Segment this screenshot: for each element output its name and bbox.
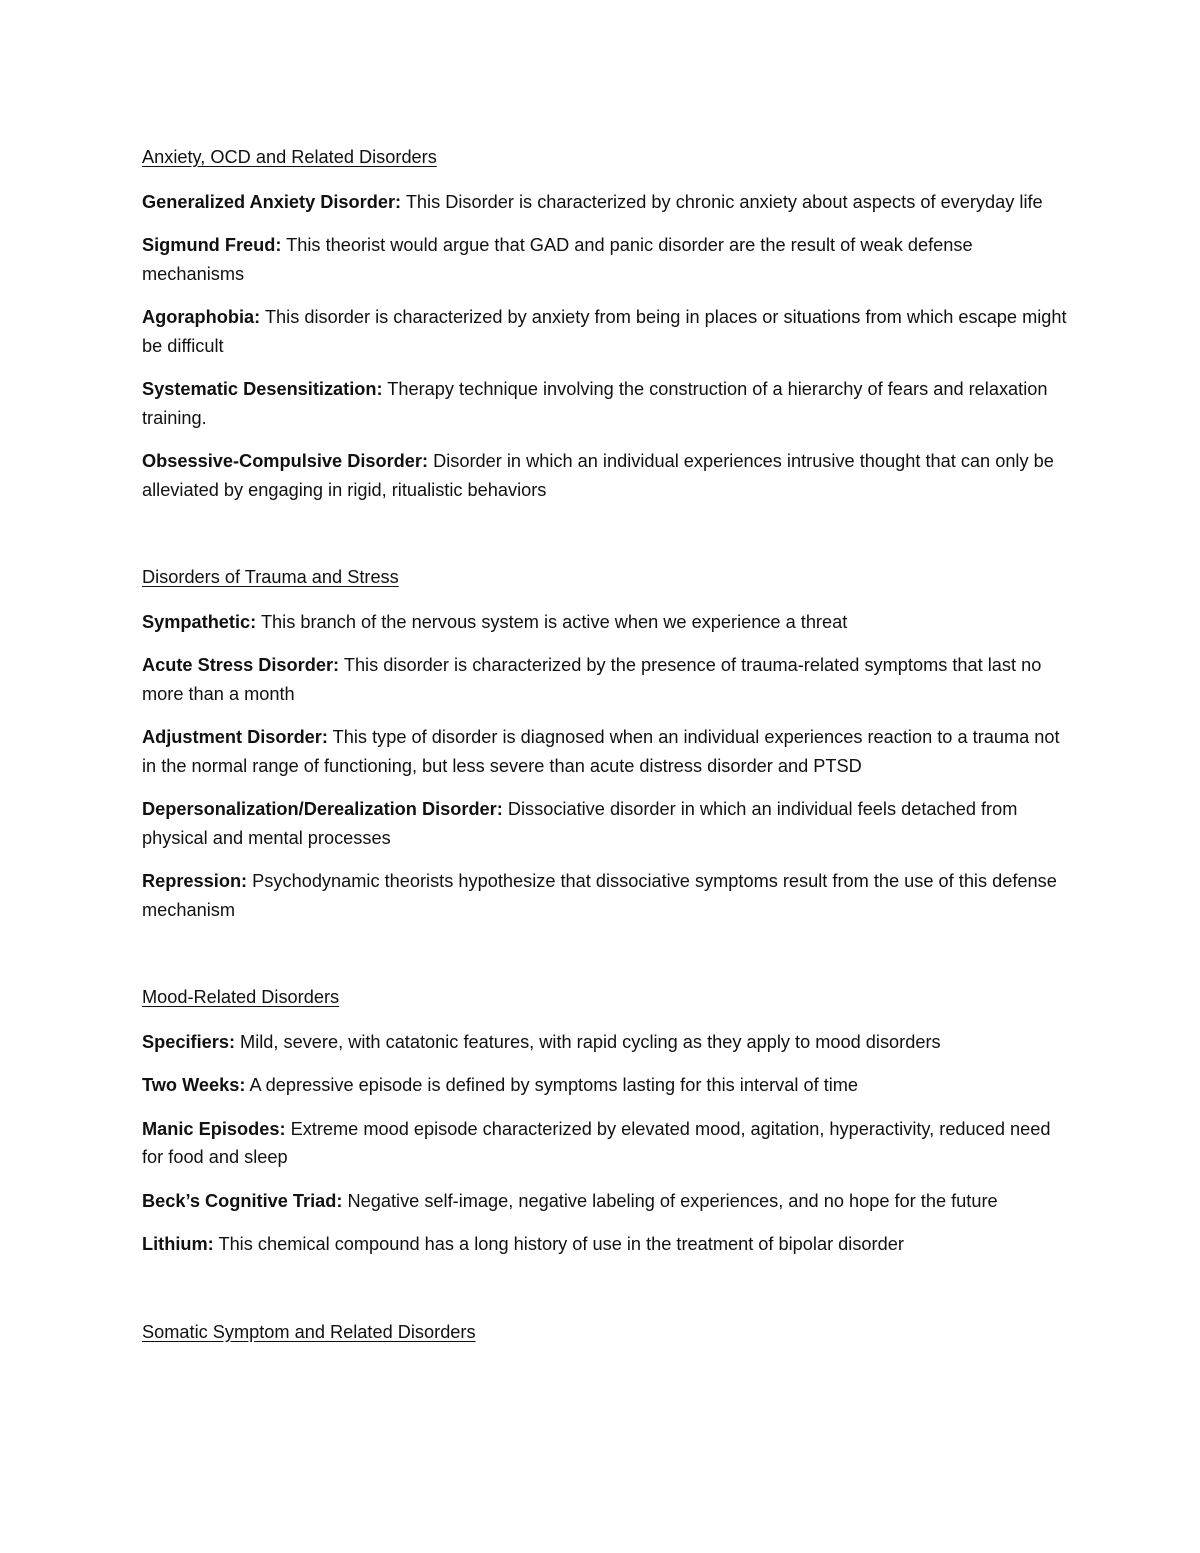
glossary-entry (142, 723, 1067, 780)
glossary-entry (142, 447, 1067, 504)
entry-definition: Mild, severe, with catatonic features, with rapid cycling as they apply to mood disorders (235, 1031, 941, 1052)
glossary-entry (142, 795, 1067, 852)
entry-definition: Psychodynamic theorists hypothesize that dissociative symptoms result from the use of this defense mechanism (142, 871, 1057, 920)
entry-term: Specifiers: (142, 1031, 235, 1052)
section-trauma-stress (142, 563, 1067, 924)
entry-term: Two Weeks: (142, 1075, 246, 1095)
glossary-entry (142, 375, 1067, 432)
entry-definition: Therapy technique involving the construction of a hierarchy of fears and relaxation training. (142, 379, 1048, 428)
entry-term: Depersonalization/Derealization Disorder: (142, 799, 503, 819)
section-heading: Disorders of Trauma and Stress (142, 567, 399, 587)
entry-definition: This disorder is characterized by the presence of trauma-related symptoms that last no more than a month (142, 655, 1042, 704)
entry-definition: A depressive episode is defined by symptoms lasting for this interval of time (245, 1075, 859, 1095)
entry-definition: This theorist would argue that GAD and panic disorder are the result of weak defense mechanisms (142, 235, 973, 284)
glossary-entry (142, 303, 1067, 360)
entry-term: Beck’s Cognitive Triad: (142, 1190, 343, 1211)
entry-definition: This Disorder is characterized by chronic anxiety about aspects of everyday life (401, 191, 1043, 212)
section-heading: Anxiety, OCD and Related Disorders (142, 147, 437, 167)
section-mood-related (142, 983, 1067, 1259)
entry-term: Agoraphobia: (142, 307, 261, 327)
entry-term: Sigmund Freud: (142, 235, 282, 255)
glossary-entry (142, 608, 1067, 637)
glossary-entry (142, 1028, 1067, 1057)
section-somatic-symptom (142, 1318, 1067, 1347)
document-page (142, 143, 1067, 1362)
entry-definition: This chemical compound has a long history of use in the treatment of bipolar disorder (213, 1234, 904, 1254)
entry-term: Obsessive-Compulsive Disorder: (142, 451, 429, 471)
entry-term: Lithium: (142, 1234, 214, 1254)
entry-definition: Disorder in which an individual experiences intrusive thought that can only be alleviated by engaging in rigid, ritualistic behaviors (142, 451, 1054, 500)
entry-term: Repression: (142, 871, 248, 891)
glossary-entry (142, 867, 1067, 924)
glossary-entry (142, 231, 1067, 288)
entry-definition: Extreme mood episode characterized by elevated mood, agitation, hyperactivity, reduced need for food and sleep (142, 1118, 1051, 1167)
entry-definition: This disorder is characterized by anxiety from being in places or situations from which escape might be difficult (142, 307, 1067, 356)
section-heading: Somatic Symptom and Related Disorders (142, 1321, 476, 1342)
entry-definition: Negative self-image, negative labeling of experiences, and no hope for the future (342, 1190, 998, 1211)
glossary-entry (142, 1187, 1067, 1216)
entry-term: Adjustment Disorder: (142, 727, 328, 747)
glossary-entry (142, 1230, 1067, 1259)
entry-term: Manic Episodes: (142, 1118, 286, 1139)
entry-term: Sympathetic: (142, 611, 257, 632)
glossary-entry (142, 188, 1067, 217)
entry-definition: This branch of the nervous system is active when we experience a threat (256, 611, 848, 632)
entry-term: Acute Stress Disorder: (142, 655, 340, 675)
entry-term: Generalized Anxiety Disorder: (142, 191, 402, 212)
entry-term: Systematic Desensitization: (142, 379, 383, 399)
entry-definition: Dissociative disorder in which an individual feels detached from physical and mental processes (142, 799, 1018, 848)
entry-definition: This type of disorder is diagnosed when an individual experiences reaction to a trauma not in the normal range of functioning, but less severe than acute distress disorder and PTSD (142, 727, 1060, 776)
section-heading: Mood-Related Disorders (142, 987, 340, 1007)
glossary-entry (142, 1115, 1067, 1172)
section-anxiety-ocd (142, 143, 1067, 504)
glossary-entry (142, 651, 1067, 708)
glossary-entry (142, 1071, 1067, 1100)
